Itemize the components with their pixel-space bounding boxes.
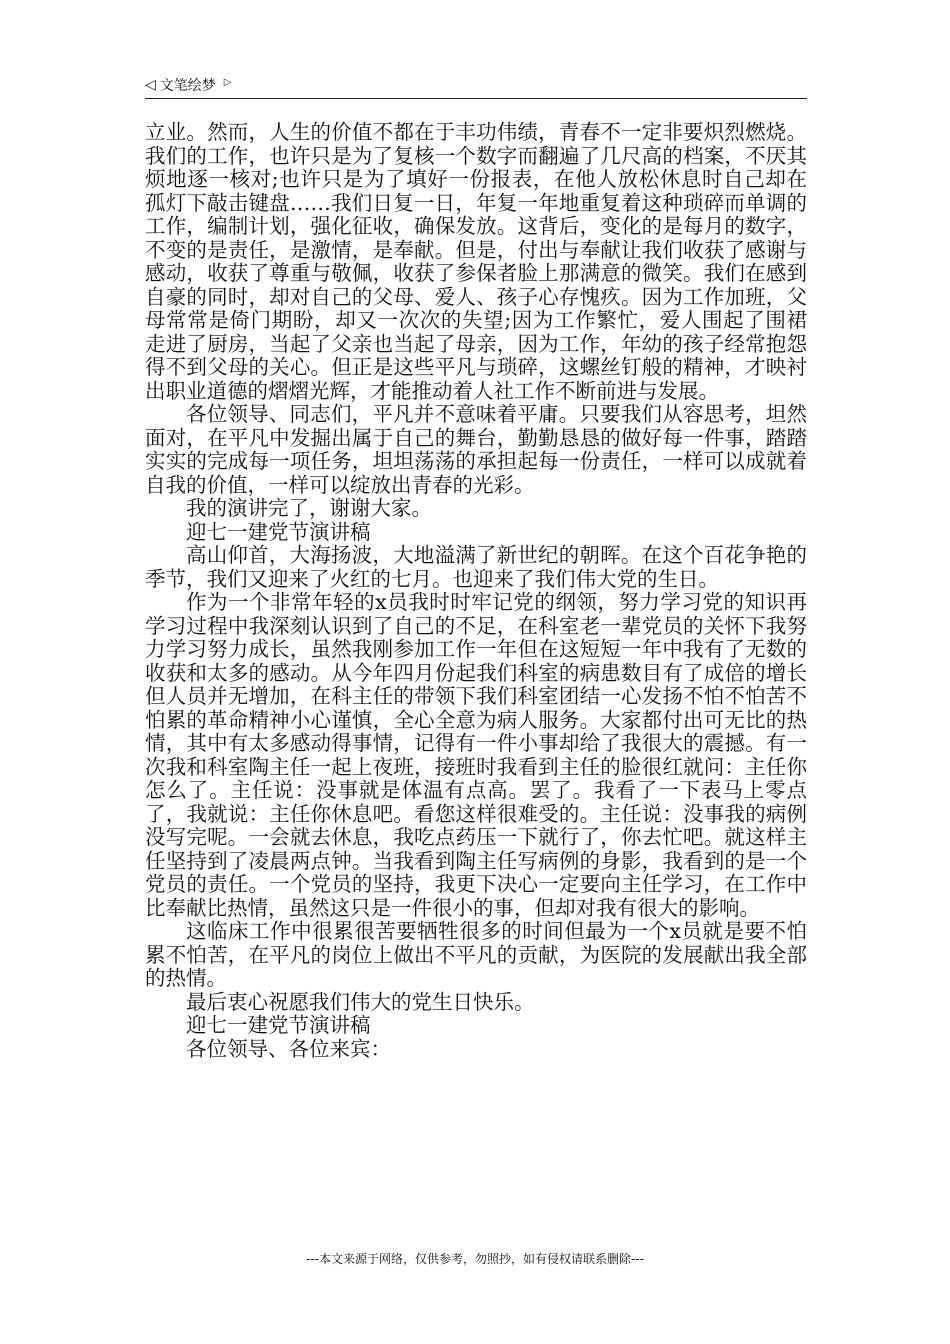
paragraph: 立业。然而，人生的价值不都在于丰功伟绩，青春不一定非要炽烈燃烧。我们的工作，也许只是为了复核一个数字而翻遍了几尺高的档案，不厌其烦地逐一核对;也许只是为了填好一份报表，在他人放松休息时自己却在孤灯下敲击键盘……我们日复一日，年复一年地重复着这种琐碎而单调的工作，编制计划，强化征收，确保发放。这背后，变化的是每月的数字，不变的是责任，是激情，是奉献。但是，付出与奉献让我们收获了感谢与感动，收获了尊重与敬佩，收获了参保者脸上那满意的微笑。我们在感到自豪的同时，却对自己的父母、爱人、孩子心存愧疚。因为工作加班，父母常常是倚门期盼，却又一次次的失望;因为工作繁忙，爱人围起了围裙走进了厨房，当起了父亲也当起了母亲，因为工作，年幼的孩子经常抱怨得不到父母的关心。但正是这些平凡与琐碎，这螺丝钉般的精神，才映衬出职业道德的熠熠光辉，才能推动着人社工作不断前进与发展。 <box>145 120 807 403</box>
paragraph: 迎七一建党节演讲稿 <box>186 1013 371 1037</box>
page-footer: ---本文来源于网络，仅供参考，勿照抄，如有侵权请联系删除--- <box>306 1252 644 1266</box>
left-triangle-icon: ◁ <box>145 77 156 93</box>
paragraph: 最后衷心祝愿我们伟大的党生日快乐。 <box>186 989 535 1014</box>
paragraph: 迎七一建党节演讲稿 <box>186 519 371 544</box>
paragraph: 作为一个非常年轻的x员我时时牢记党的纲领，努力学习党的知识再学习过程中我深刻认识到了自己的不足，在科室老一辈党员的关怀下我努力学习努力成长，虽然我刚参加工作一年但在这短短一年中我有了无数的收获和太多的感动。从今年四月份起我们科室的病患数目有了成倍的增长但人员并无增加，在科主任的带领下我们科室团结一心发扬不怕不怕苦不怕累的革命精神小心谨慎，全心全意为病人服务。大家都付出可无比的热情，其中有太多感动得事情，记得有一件小事却给了我很大的震撼。有一次我和科室陶主任一起上夜班，接班时我看到主任的脸很红就问：主任你怎么了。主任说：没事就是体温有点高。罢了。我看了一下表马上零点了，我就说：主任你休息吧。看您这样很难受的。主任说：没事我的病例没写完呢。一会就去休息，我吃点药压一下就行了，你去忙吧。就这样主任坚持到了凌晨两点钟。当我看到陶主任写病例的身影，我看到的是一个党员的责任。一个党员的坚持，我更下决心一定要向主任学习，在工作中比奉献比热情，虽然这只是一件很小的事，但却对我有很大的影响。 <box>145 590 807 920</box>
paragraph: 高山仰首，大海扬波，大地溢满了新世纪的朝晖。在这个百花争艳的季节，我们又迎来了火红的七月。也迎来了我们伟大党的生日。 <box>145 543 807 591</box>
paragraph: 各位领导、各位来宾： <box>186 1036 391 1061</box>
paragraph: 各位领导、同志们，平凡并不意味着平庸。只要我们从容思考，坦然面对，在平凡中发掘出属于自己的舞台，勤勤恳恳的做好每一件事，踏踏实实的完成每一项任务，坦坦荡荡的承担起每一份责任，一样可以成就着自我的价值，一样可以绽放出青春的光彩。 <box>145 402 807 497</box>
document-body <box>145 121 807 1061</box>
paragraph: 这临床工作中很累很苦要牺牲很多的时间但最为一个x员就是要不怕累不怕苦，在平凡的岗位上做出不平凡的贡献，为医院的发展献出我全部的热情。 <box>145 919 807 990</box>
header-divider <box>145 98 807 99</box>
page-header <box>145 74 807 96</box>
header-title: 文笔绘梦 <box>159 78 216 94</box>
paragraph: 我的演讲完了，谢谢大家。 <box>186 496 432 520</box>
right-triangle-icon: ▷ <box>223 76 232 88</box>
